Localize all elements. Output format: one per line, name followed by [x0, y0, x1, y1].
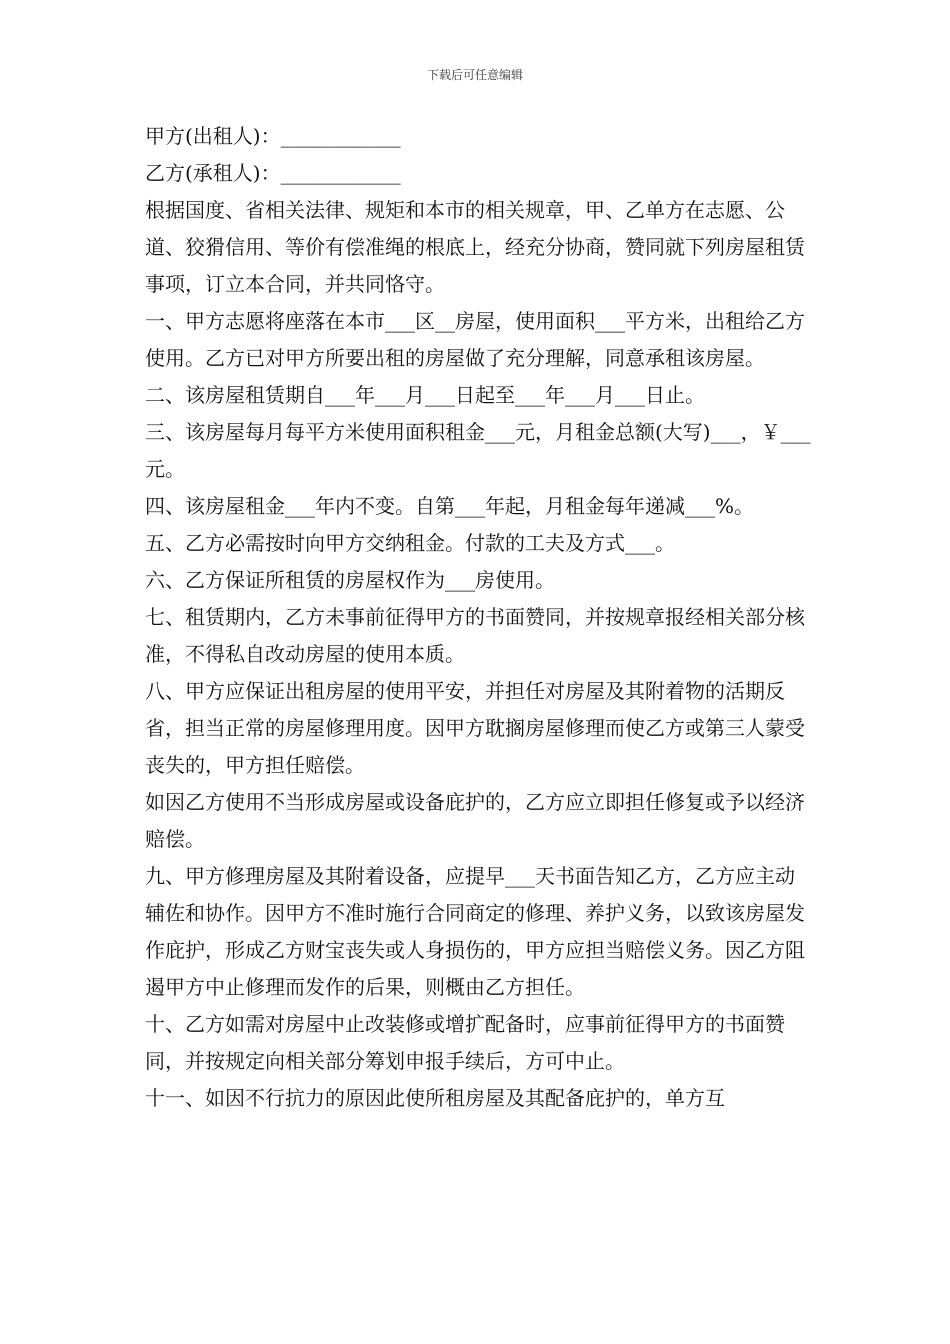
clause-10: 十、乙方如需对房屋中止改装修或增扩配备时，应事前征得甲方的书面赞同，并按规定向相关部分筹划申报手续后，方可中止。 [145, 1012, 785, 1073]
clause-2: 二、该房屋租赁期自___年___月___日起至___年___月___日止。 [145, 383, 705, 407]
clause-8: 八、甲方应保证出租房屋的使用平安，并担任对房屋及其附着物的活期反省，担当正常的房屋修理用度。因甲方耽搁房屋修理而使乙方或第三人蒙受丧失的，甲方担任赔偿。 [145, 679, 805, 777]
clause-6: 六、乙方保证所租赁的房屋权作为___房使用。 [145, 568, 555, 592]
clause-5: 五、乙方必需按时向甲方交纳租金。付款的工夫及方式___。 [145, 531, 675, 555]
document-body [145, 118, 813, 1117]
clause-9: 九、甲方修理房屋及其附着设备，应提早___天书面告知乙方，乙方应主动辅佐和协作。因甲方不准时施行合同商定的修理、养护义务，以致该房屋发作庇护，形成乙方财宝丧失或人身损伤的，甲方应担当赔偿义务。因乙方阻遏甲方中止修理而发作的后果，则概由乙方担任。 [145, 864, 805, 999]
clause-4: 四、该房屋租金___年内不变。自第___年起，月租金每年递减___%。 [145, 494, 755, 518]
clause-11: 十一、如因不行抗力的原因此使所租房屋及其配备庇护的，单方互 [145, 1086, 725, 1110]
preamble-paragraph: 根据国度、省相关法律、规矩和本市的相关规章，甲、乙单方在志愿、公道、狡猾信用、等价有偿准绳的根底上，经充分协商，赞同就下列房屋租赁事项，订立本合同，并共同恪守。 [145, 198, 805, 296]
clause-1: 一、甲方志愿将座落在本市___区__房屋，使用面积___平方米，出租给乙方使用。乙方已对甲方所要出租的房屋做了充分理解，同意承租该房屋。 [145, 309, 805, 370]
clause-3: 三、该房屋每月每平方米使用面积租金___元，月租金总额(大写)___，￥___元。 [145, 420, 811, 481]
page-header: 下载后可任意编辑 [426, 68, 523, 82]
clause-8-supplement: 如因乙方使用不当形成房屋或设备庇护的，乙方应立即担任修复或予以经济赔偿。 [145, 790, 805, 851]
party-b-line: 乙方(承租人)：____________ [145, 161, 401, 185]
party-a-line: 甲方(出租人)：____________ [145, 124, 401, 148]
clause-7: 七、租赁期内，乙方未事前征得甲方的书面赞同，并按规章报经相关部分核准，不得私自改动房屋的使用本质。 [145, 605, 805, 666]
